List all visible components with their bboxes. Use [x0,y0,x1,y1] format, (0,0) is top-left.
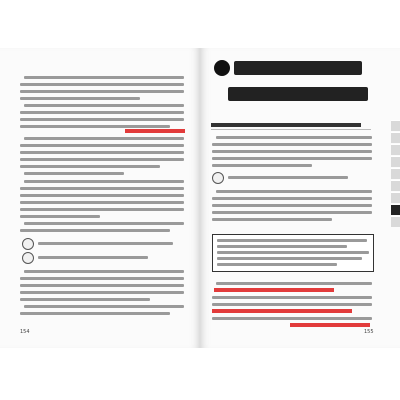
chapter-title-text-2 [228,87,368,101]
text-line [24,270,184,273]
text-line [20,90,184,93]
text-line [212,157,372,160]
text-line [20,165,160,168]
text-line [20,111,184,114]
thumb-tab [391,132,400,143]
text-line [20,215,100,218]
list-item [217,239,367,242]
text-line [212,164,312,167]
text-line [212,204,372,207]
text-line [216,282,372,285]
text-line [24,172,124,175]
text-line [38,256,148,259]
text-line [24,222,184,225]
text-line [20,312,170,315]
list-item [217,257,362,260]
chapter-title-line2 [228,83,378,103]
page-number-right: 155 [364,329,374,335]
thumb-tab [391,216,400,227]
text-line [20,298,150,301]
chapter-title [210,57,380,111]
chapter-number-badge [214,60,230,76]
thumb-tab [391,144,400,155]
chapter-title-line1 [214,57,374,77]
section-divider [211,129,371,130]
character-illustration-icon [22,252,34,264]
list-box [212,234,374,272]
text-line [20,291,184,294]
text-line [20,201,184,204]
page-number-left: 154 [20,329,30,335]
chapter-title-text [234,61,362,75]
text-line [20,187,184,190]
text-line [20,97,140,100]
text-line [212,303,372,306]
text-line [24,104,184,107]
text-line [216,136,372,139]
character-illustration-icon [212,172,224,184]
character-illustration-icon [22,238,34,250]
text-line [228,176,348,179]
red-highlight [290,323,370,327]
text-line [20,208,184,211]
thumb-tab [391,180,400,191]
text-line [212,296,372,299]
thumb-tab-active [391,204,400,215]
section-title [211,123,361,127]
thumb-tab [391,120,400,131]
thumb-tab [391,156,400,167]
list-item [217,251,369,254]
text-line [212,218,332,221]
text-line [24,137,184,140]
text-line [20,144,184,147]
text-line [216,190,372,193]
red-highlight [212,309,352,313]
text-line [20,194,184,197]
text-line [212,143,372,146]
text-line [20,151,184,154]
thumb-tab [391,168,400,179]
text-line [212,211,372,214]
red-highlight [214,288,334,292]
text-line [24,180,184,183]
red-highlight [125,129,185,133]
list-item [217,263,337,266]
text-line [24,305,184,308]
text-line [20,83,184,86]
text-line [38,242,173,245]
text-line [24,76,184,79]
text-line [212,197,372,200]
chapter-thumb-tabs [391,120,400,240]
left-page [0,48,200,348]
list-item [217,245,347,248]
text-line [20,118,184,121]
text-line [20,277,184,280]
thumb-tab [391,192,400,203]
text-line [20,284,184,287]
text-line [20,158,184,161]
text-line [20,125,170,128]
text-line [212,150,372,153]
text-line [212,317,372,320]
text-line [20,229,170,232]
